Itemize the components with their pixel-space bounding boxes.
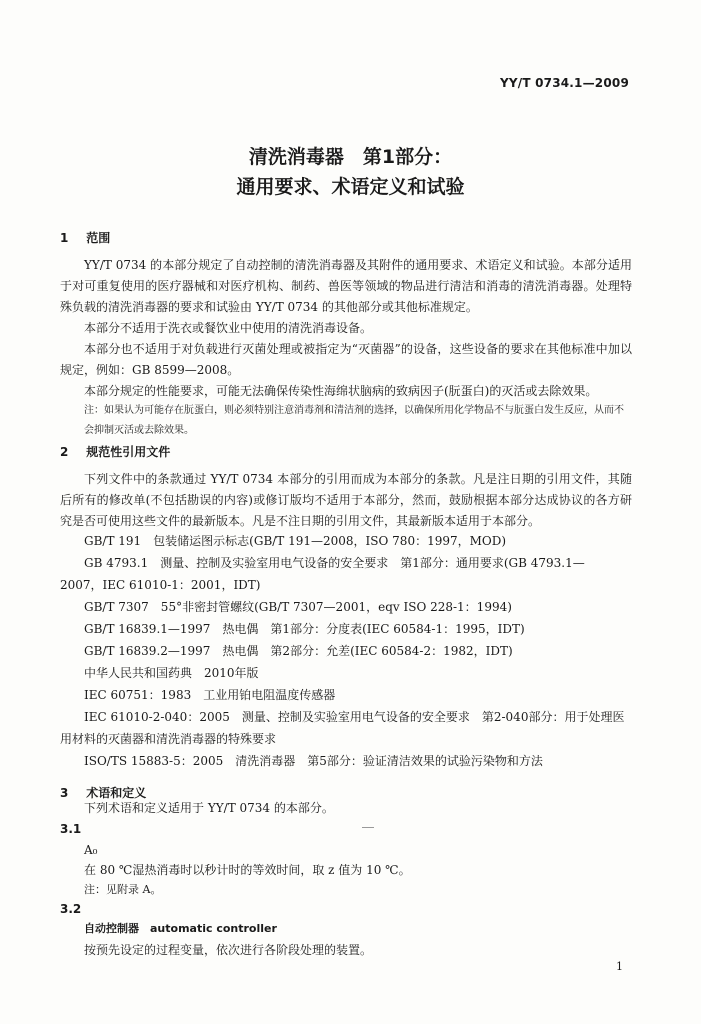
section-2-number: 2 (60, 445, 69, 459)
reference-item: 中华人民共和国药典 2010年版 (84, 666, 259, 680)
term-name: A₀ (84, 843, 98, 857)
section-2-intro: 下列文件中的条款通过 YY/T 0734 本部分的引用而成为本部分的条款。凡是注日期的引用文件，其随后所有的修改单(不包括勘误的内容)或修订版均不适用于本部分，然而，鼓励根据本部分达成协议的各方研究是否可使用这些文件的最新版本。凡是不注日期的引用文件，其最新版本适用于本部分。 (60, 472, 632, 528)
term-name: 自动控制器 automatic controller (84, 922, 277, 935)
term-number: 3.1 (60, 822, 82, 836)
section-3-intro: 下列术语和定义适用于 YY/T 0734 的本部分。 (84, 801, 334, 815)
section-1-para-2: 本部分不适用于洗衣或餐饮业中使用的清洗消毒设备。 (84, 321, 373, 335)
document-number: YY/T 0734.1—2009 (499, 76, 629, 90)
section-1-para-4: 本部分规定的性能要求，可能无法确保传染性海绵状脑病的致病因子(朊蛋白)的灭活或去除效果。 (84, 384, 598, 398)
section-1-heading (60, 229, 110, 246)
reference-item: IEC 61010-2-040：2005 测量、控制及实验室用电气设备的安全要求 第2-040部分：用于处理医 (84, 710, 625, 724)
title-line-1: 清洗消毒器 第1部分： (248, 146, 453, 168)
section-2-heading (60, 443, 170, 460)
reference-item-continued: 2007，IEC 61010-1：2001，IDT) (60, 578, 261, 592)
term-number: 3.2 (60, 902, 82, 916)
term-definition: 按预先设定的过程变量，依次进行各阶段处理的装置。 (84, 943, 373, 957)
reference-item: GB/T 191 包装储运图示标志(GB/T 191—2008，ISO 780：1997，MOD) (84, 534, 507, 548)
reference-item: IEC 60751：1983 工业用铂电阻温度传感器 (84, 688, 336, 702)
section-3-number: 3 (60, 786, 69, 800)
reference-item: ISO/TS 15883-5：2005 清洗消毒器 第5部分：验证清洁效果的试验污染物和方法 (84, 754, 543, 768)
reference-item: GB 4793.1 测量、控制及实验室用电气设备的安全要求 第1部分：通用要求(GB 4793.1— (84, 556, 585, 570)
reference-item: GB/T 16839.2—1997 热电偶 第2部分：允差(IEC 60584-2：1982，IDT) (84, 644, 513, 658)
reference-item-continued: 用材料的灭菌器和清洗消毒器的特殊要求 (60, 732, 277, 746)
reference-item: GB/T 7307 55°非密封管螺纹(GB/T 7307—2001，eqv ISO 228-1：1994) (84, 600, 512, 614)
reference-item: GB/T 16839.1—1997 热电偶 第1部分：分度表(IEC 60584-1：1995，IDT) (84, 622, 525, 636)
section-1-para-1: YY/T 0734 的本部分规定了自动控制的清洗消毒器及其附件的通用要求、术语定义和试验。本部分适用于对可重复使用的医疗器械和对医疗机构、制药、兽医等领域的物品进行清洁和消毒的清洗消毒器。处理特殊负载的清洗消毒器的要求和试验由 YY/T 0734 的其他部分或其他标准规定。 (60, 258, 632, 314)
section-1-note: 注：如果认为可能存在朊蛋白，则必须特别注意消毒剂和清洁剂的选择，以确保所用化学物品不与朊蛋白发生反应，从而不会抑制灭活或去除效果。 (84, 405, 624, 436)
scan-mark (362, 827, 374, 828)
section-1-title: 范围 (86, 231, 111, 245)
title-line-2: 通用要求、术语定义和试验 (236, 176, 465, 198)
section-3-title: 术语和定义 (86, 786, 147, 800)
term-note: 注：见附录 A。 (84, 883, 162, 896)
section-2-title: 规范性引用文件 (86, 445, 171, 459)
section-1-para-3: 本部分也不适用于对负载进行灭菌处理或被指定为“灭菌器”的设备，这些设备的要求在其他标准中加以规定，例如：GB 8599—2008。 (60, 342, 632, 377)
section-1-number: 1 (60, 231, 69, 245)
page-number: 1 (616, 960, 623, 973)
term-definition: 在 80 ℃湿热消毒时以秒计时的等效时间，取 z 值为 10 ℃。 (84, 863, 411, 877)
